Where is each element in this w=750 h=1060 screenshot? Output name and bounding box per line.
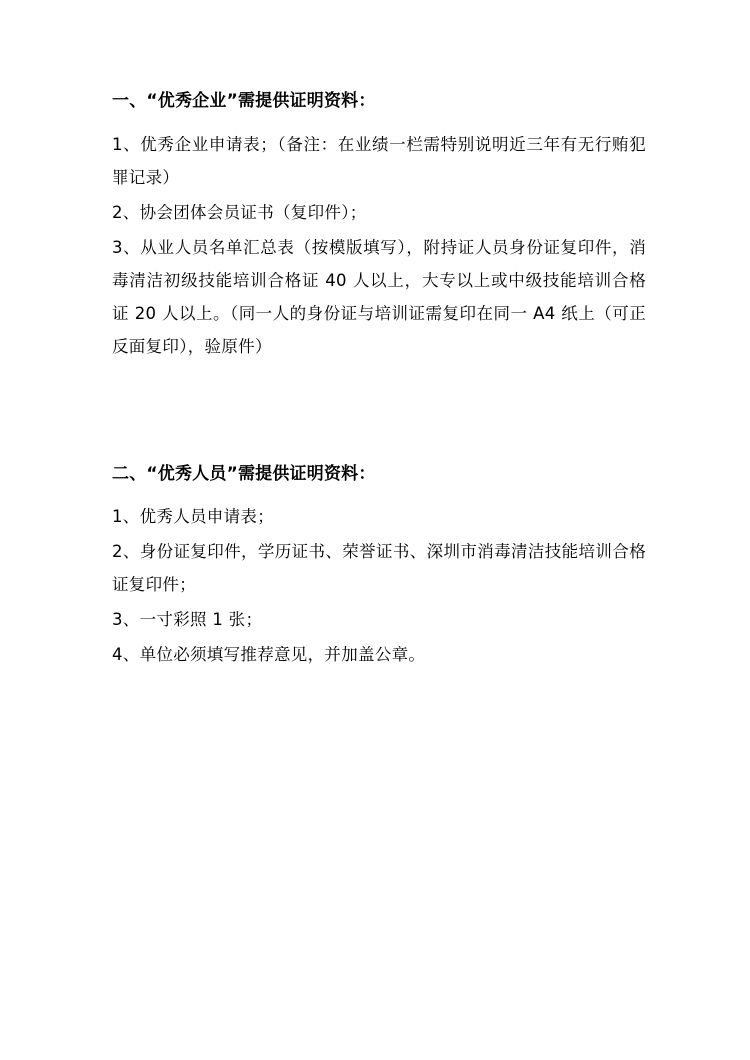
list-item: 2、协会团体会员证书（复印件）； [112,203,367,223]
list-item: 3、一寸彩照 1 张； [112,609,263,629]
section-excellent-personnel [112,461,646,670]
document-body [112,88,646,671]
list-item: 1、优秀人员申请表； [112,506,274,526]
list-item: 1、优秀企业申请表；（备注：在业绩一栏需特别说明近三年有无行贿犯罪记录） [112,135,646,188]
list-item: 2、身份证复印件，学历证书、荣誉证书、深圳市消毒清洁技能培训合格证复印件； [112,541,646,594]
section-heading-personnel: 二、“优秀人员”需提供证明资料： [112,464,376,485]
list-item: 4、单位必须填写推荐意见，并加盖公章。 [112,644,426,664]
section-heading-enterprise: 一、“优秀企业”需提供证明资料： [112,91,376,111]
list-item: 3、从业人员名单汇总表（按模版填写），附持证人员身份证复印件，消毒清洁初级技能培训合格证 40 人以上，大专以上或中级技能培训合格证 20 人以上。（同一人的身份证与培训证需复印在同一 A4 纸上（可正反面复印），验原件） [112,238,646,357]
section-excellent-enterprise [112,88,646,363]
section-spacer [112,365,646,461]
